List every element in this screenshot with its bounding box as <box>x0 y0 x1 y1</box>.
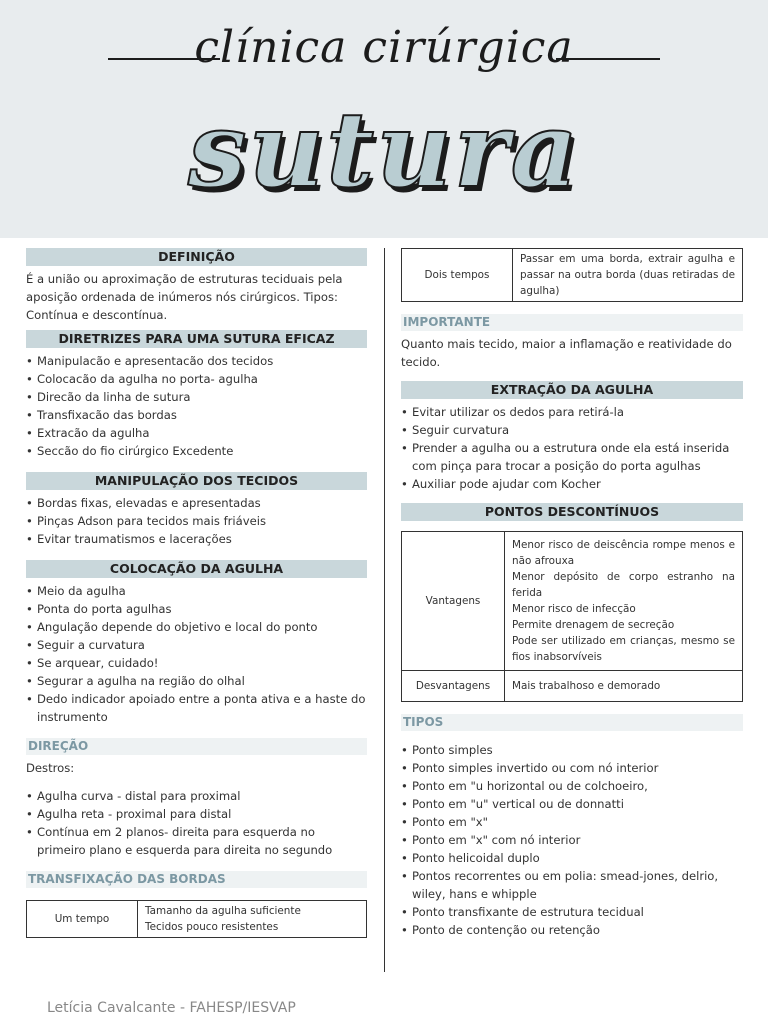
table-cell-label: Vantagens <box>402 532 505 671</box>
section-heading-transfixacao: TRANSFIXAÇÃO DAS BORDAS <box>26 871 367 888</box>
table-row <box>27 901 367 938</box>
section-heading-definicao: DEFINIÇÃO <box>26 248 367 266</box>
column-divider <box>384 248 385 972</box>
list-item: • Contínua em 2 planos- direita para esquerda no primeiro plano e esquerda para direita no segundo <box>26 823 367 859</box>
section-heading-pontos: PONTOS DESCONTÍNUOS <box>401 503 743 521</box>
table-cell-line: Menor risco de infecção <box>512 603 636 615</box>
table-cell-value <box>138 901 367 938</box>
table-row <box>402 532 743 671</box>
manipulacao-list <box>26 494 367 548</box>
table-row <box>402 249 743 302</box>
header-subtitle: clínica cirúrgica <box>194 22 574 73</box>
direcao-intro: Destros: <box>26 761 75 775</box>
section-heading-extracao: EXTRAÇÃO DA AGULHA <box>401 381 743 399</box>
table-cell-line: Menor risco de deiscência rompe menos e não afrouxa <box>512 539 735 567</box>
list-item: • Ponto simples <box>401 741 743 759</box>
table-cell-value: Passar em uma borda, extrair agulha e passar na outra borda (duas retiradas de agulha) <box>513 249 743 302</box>
table-cell-label: Desvantagens <box>402 671 505 702</box>
list-item: • Dedo indicador apoiado entre a ponta ativa e a haste do instrumento <box>26 690 367 726</box>
list-item: • Ponto simples invertido ou com nó interior <box>401 759 743 777</box>
list-item: • Evitar utilizar os dedos para retirá-la <box>401 403 743 421</box>
section-heading-diretrizes: DIRETRIZES PARA UMA SUTURA EFICAZ <box>26 330 367 348</box>
importante-text: Quanto mais tecido, maior a inflamação e reatividade do tecido. <box>401 337 732 369</box>
table-cell-line: Menor depósito de corpo estranho na ferida <box>512 571 735 599</box>
list-item: • Se arquear, cuidado! <box>26 654 367 672</box>
list-item: • Segurar a agulha na região do olhal <box>26 672 367 690</box>
dois-tempos-table <box>401 248 743 302</box>
transfixacao-table <box>26 900 367 938</box>
list-item: • Ponto de contenção ou retenção <box>401 921 743 939</box>
section-heading-importante: IMPORTANTE <box>401 314 743 331</box>
list-item: • Ponto em "u" vertical ou de donnatti <box>401 795 743 813</box>
list-item: • Meio da agulha <box>26 582 367 600</box>
list-item: • Seguir curvatura <box>401 421 743 439</box>
list-item: • Manipulacão e apresentacão dos tecidos <box>26 352 367 370</box>
list-item: • Agulha curva - distal para proximal <box>26 787 367 805</box>
list-item: • Prender a agulha ou a estrutura onde ela está inserida com pinça para trocar a posição do porta agulhas <box>401 439 743 475</box>
list-item: • Seccão do fio cirúrgico Excedente <box>26 442 367 460</box>
list-item: • Ponto helicoidal duplo <box>401 849 743 867</box>
list-item: • Colocacão da agulha no porta- agulha <box>26 370 367 388</box>
left-column <box>26 248 367 938</box>
list-item: • Ponto em "x" com nó interior <box>401 831 743 849</box>
list-item: • Ponta do porta agulhas <box>26 600 367 618</box>
table-cell-label: Dois tempos <box>402 249 513 302</box>
list-item: • Transfixacão das bordas <box>26 406 367 424</box>
list-item: • Agulha reta - proximal para distal <box>26 805 367 823</box>
list-item: • Direcão da linha de sutura <box>26 388 367 406</box>
header-title: sutura <box>188 88 580 211</box>
table-cell-line: Tamanho da agulha suficiente <box>145 905 301 917</box>
list-item: • Ponto transfixante de estrutura tecidual <box>401 903 743 921</box>
diretrizes-list <box>26 352 367 460</box>
colocacao-list <box>26 582 367 726</box>
list-item: • Angulação depende do objetivo e local do ponto <box>26 618 367 636</box>
table-cell-line: Permite drenagem de secreção <box>512 619 675 631</box>
table-cell-line: Pode ser utilizado em crianças, mesmo se fios inabsorvíveis <box>512 635 735 663</box>
table-cell-line: Tecidos pouco resistentes <box>145 921 279 933</box>
right-column <box>401 248 743 939</box>
list-item: • Auxiliar pode ajudar com Kocher <box>401 475 743 493</box>
direcao-list <box>26 787 367 859</box>
list-item: • Pontos recorrentes ou em polia: smead-jones, delrio, wiley, hans e whipple <box>401 867 743 903</box>
list-item: • Bordas fixas, elevadas e apresentadas <box>26 494 367 512</box>
list-item: • Extracão da agulha <box>26 424 367 442</box>
section-heading-direcao: DIREÇÃO <box>26 738 367 755</box>
table-cell-label: Um tempo <box>27 901 138 938</box>
list-item: • Pinças Adson para tecidos mais friáveis <box>26 512 367 530</box>
section-heading-manipulacao: MANIPULAÇÃO DOS TECIDOS <box>26 472 367 490</box>
table-cell-value: Mais trabalhoso e demorado <box>505 671 743 702</box>
section-heading-colocacao: COLOCAÇÃO DA AGULHA <box>26 560 367 578</box>
list-item: • Evitar traumatismos e lacerações <box>26 530 367 548</box>
list-item: • Seguir a curvatura <box>26 636 367 654</box>
list-item: • Ponto em "x" <box>401 813 743 831</box>
table-cell-value <box>505 532 743 671</box>
list-item: • Ponto em "u horizontal ou de colchoeiro, <box>401 777 743 795</box>
tipos-list <box>401 741 743 939</box>
pontos-table <box>401 531 743 702</box>
header-banner <box>0 0 768 238</box>
table-row <box>402 671 743 702</box>
footer-author: Letícia Cavalcante - FAHESP/IESVAP <box>47 1000 296 1016</box>
section-heading-tipos: TIPOS <box>401 714 743 731</box>
definicao-text: É a união ou aproximação de estruturas teciduais pela aposição ordenada de inúmeros nós cirúrgicos. Tipos: Contínua e descontínua. <box>26 272 343 322</box>
extracao-list <box>401 403 743 493</box>
